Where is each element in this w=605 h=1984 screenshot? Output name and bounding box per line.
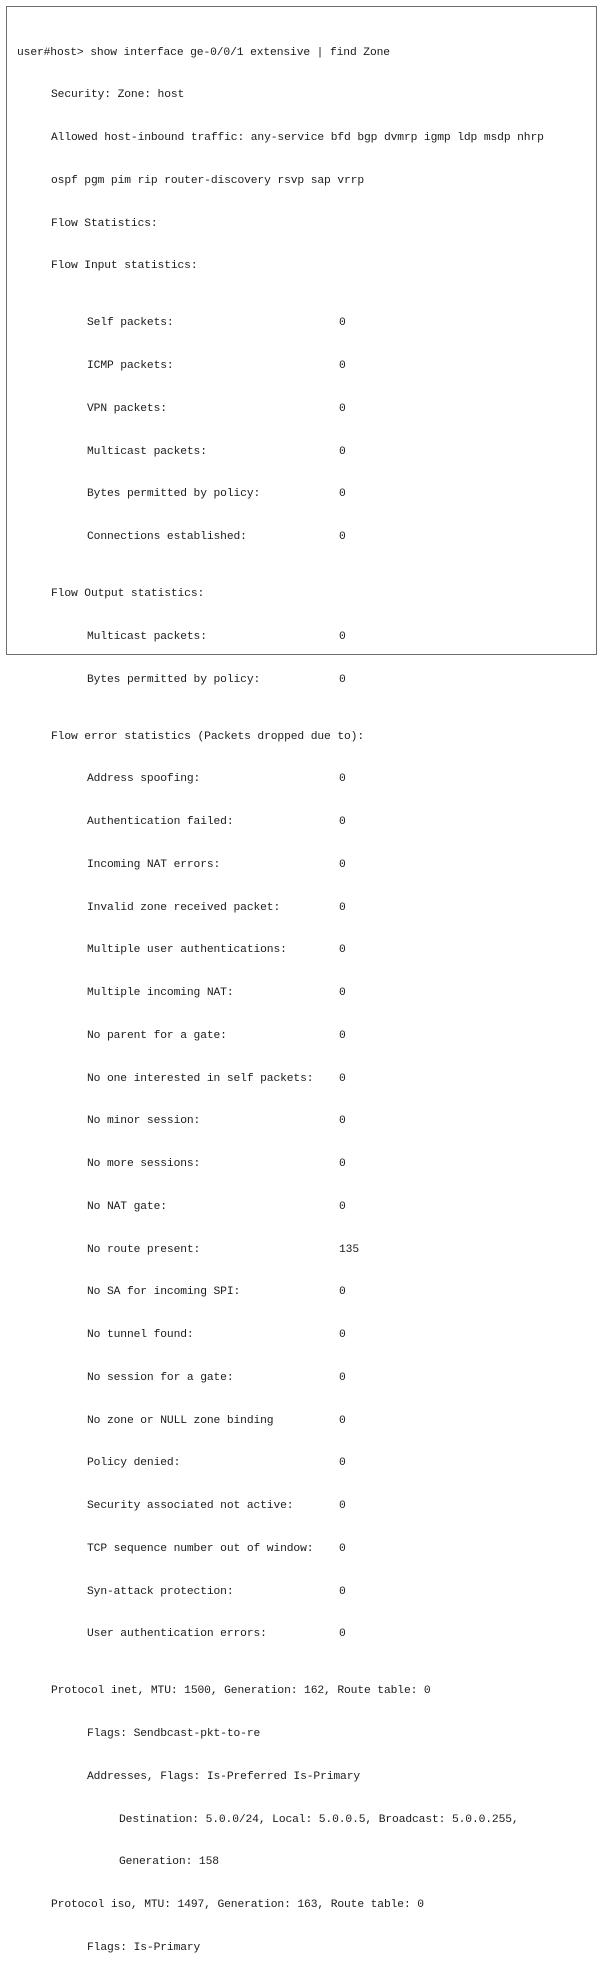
- stat-label: No minor session:: [87, 1115, 201, 1128]
- stat-label: Self packets:: [87, 317, 174, 330]
- stat-row: [17, 359, 544, 373]
- stat-value: 0: [339, 1585, 346, 1598]
- stat-row: [17, 1414, 544, 1428]
- stat-row: [17, 815, 544, 829]
- stat-row: [17, 858, 544, 872]
- stat-value: 0: [339, 1628, 346, 1641]
- stat-label: Multiple user authentications:: [87, 944, 287, 957]
- stat-label: Security associated not active:: [87, 1500, 294, 1512]
- stat-label: VPN packets:: [87, 402, 167, 415]
- allowed-traffic-line-1: Allowed host-inbound traffic: any-service bfd bgp dvmrp igmp ldp msdp nhrp: [51, 132, 544, 144]
- stat-label: No tunnel found:: [87, 1329, 194, 1341]
- stat-label: No NAT gate:: [87, 1200, 167, 1213]
- stat-row: [17, 530, 544, 544]
- stat-value: 0: [339, 1500, 346, 1512]
- flow-input-heading: Flow Input statistics:: [51, 260, 198, 273]
- stat-label: Connections established:: [87, 531, 247, 543]
- protocol-inet-line: Protocol inet, MTU: 1500, Generation: 162, Route table: 0: [51, 1685, 431, 1698]
- inet-addresses-line: Addresses, Flags: Is-Preferred Is-Primary: [87, 1770, 361, 1783]
- allowed-traffic-line-2: ospf pgm pim rip router-discovery rsvp sap vrrp: [51, 174, 364, 187]
- protocol-iso-line: Protocol iso, MTU: 1497, Generation: 163, Route table: 0: [51, 1899, 424, 1911]
- stat-label: No session for a gate:: [87, 1371, 234, 1384]
- stat-value: 0: [339, 1329, 346, 1341]
- stat-label: Policy denied:: [87, 1457, 181, 1470]
- stat-value: 0: [339, 1457, 346, 1470]
- stat-value: 135: [339, 1243, 359, 1256]
- stat-label: Address spoofing:: [87, 773, 201, 786]
- stat-value: 0: [339, 1115, 346, 1128]
- stat-row: [17, 402, 544, 416]
- stat-row: [17, 943, 544, 957]
- stat-value: 0: [339, 1029, 346, 1042]
- stat-value: 0: [339, 1542, 346, 1555]
- stat-row: [17, 1285, 544, 1299]
- stat-value: 0: [339, 816, 346, 828]
- flow-output-heading: Flow Output statistics:: [51, 588, 205, 600]
- stat-label: Multiple incoming NAT:: [87, 987, 234, 999]
- stat-label: Incoming NAT errors:: [87, 858, 221, 871]
- stat-value: 0: [339, 1158, 346, 1170]
- stat-row: [17, 1499, 544, 1513]
- inet-generation-line: Generation: 158: [119, 1856, 219, 1869]
- stat-row: [17, 1585, 544, 1599]
- stat-row: [17, 445, 544, 459]
- stat-label: No route present:: [87, 1243, 201, 1256]
- stat-value: 0: [339, 858, 346, 871]
- stat-row: [17, 772, 544, 786]
- stat-row: [17, 1627, 544, 1641]
- stat-value: 0: [339, 1200, 346, 1213]
- terminal-output: [17, 17, 544, 1984]
- flow-error-heading: Flow error statistics (Packets dropped due to):: [51, 730, 364, 743]
- stat-value: 0: [339, 402, 346, 415]
- stat-label: No zone or NULL zone binding: [87, 1414, 274, 1427]
- stat-value: 0: [339, 1371, 346, 1384]
- stat-row: [17, 1157, 544, 1171]
- command-line: user#host> show interface ge-0/0/1 extensive | find Zone: [17, 46, 390, 59]
- stat-label: ICMP packets:: [87, 360, 174, 372]
- inet-flags-line: Flags: Sendbcast-pkt-to-re: [87, 1728, 261, 1740]
- stat-label: Multicast packets:: [87, 630, 207, 643]
- stat-value: 0: [339, 673, 346, 686]
- inet-destination-line: Destination: 5.0.0/24, Local: 5.0.0.5, Broadcast: 5.0.0.255,: [119, 1813, 519, 1826]
- terminal-window: [6, 6, 597, 1954]
- stat-label: No SA for incoming SPI:: [87, 1286, 241, 1299]
- stat-value: 0: [339, 630, 346, 643]
- stat-row: [17, 487, 544, 501]
- stat-value: 0: [339, 488, 346, 501]
- stat-row: [17, 630, 544, 644]
- stat-row: [17, 1542, 544, 1556]
- stat-label: Bytes permitted by policy:: [87, 673, 261, 686]
- stat-value: 0: [339, 901, 346, 914]
- stat-label: No parent for a gate:: [87, 1029, 227, 1042]
- stat-row: [17, 316, 544, 330]
- stat-value: 0: [339, 445, 346, 458]
- stat-row: [17, 1371, 544, 1385]
- stat-value: 0: [339, 360, 346, 372]
- stat-value: 0: [339, 317, 346, 330]
- stat-label: Invalid zone received packet:: [87, 901, 281, 914]
- stat-row: [17, 1328, 544, 1342]
- stat-row: [17, 1456, 544, 1470]
- stat-label: TCP sequence number out of window:: [87, 1542, 314, 1555]
- stat-value: 0: [339, 944, 346, 957]
- stat-row: [17, 1243, 544, 1257]
- stat-value: 0: [339, 531, 346, 543]
- stat-row: [17, 1072, 544, 1086]
- stat-row: [17, 673, 544, 687]
- stat-label: Syn-attack protection:: [87, 1585, 234, 1598]
- stat-row: [17, 901, 544, 915]
- stat-label: Multicast packets:: [87, 445, 207, 458]
- stat-value: 0: [339, 1414, 346, 1427]
- stat-value: 0: [339, 987, 346, 999]
- security-zone-line: Security: Zone: host: [51, 89, 185, 102]
- stat-row: [17, 1114, 544, 1128]
- stat-value: 0: [339, 773, 346, 786]
- stat-row: [17, 1200, 544, 1214]
- stat-value: 0: [339, 1286, 346, 1299]
- stat-label: No more sessions:: [87, 1158, 201, 1170]
- stat-row: [17, 1029, 544, 1043]
- stat-label: Bytes permitted by policy:: [87, 488, 261, 501]
- stat-label: Authentication failed:: [87, 816, 234, 828]
- flow-statistics-heading: Flow Statistics:: [51, 217, 158, 230]
- stat-label: No one interested in self packets:: [87, 1072, 314, 1085]
- stat-row: [17, 986, 544, 1000]
- stat-value: 0: [339, 1072, 346, 1085]
- stat-label: User authentication errors:: [87, 1628, 267, 1641]
- iso-flags-line: Flags: Is-Primary: [87, 1941, 201, 1954]
